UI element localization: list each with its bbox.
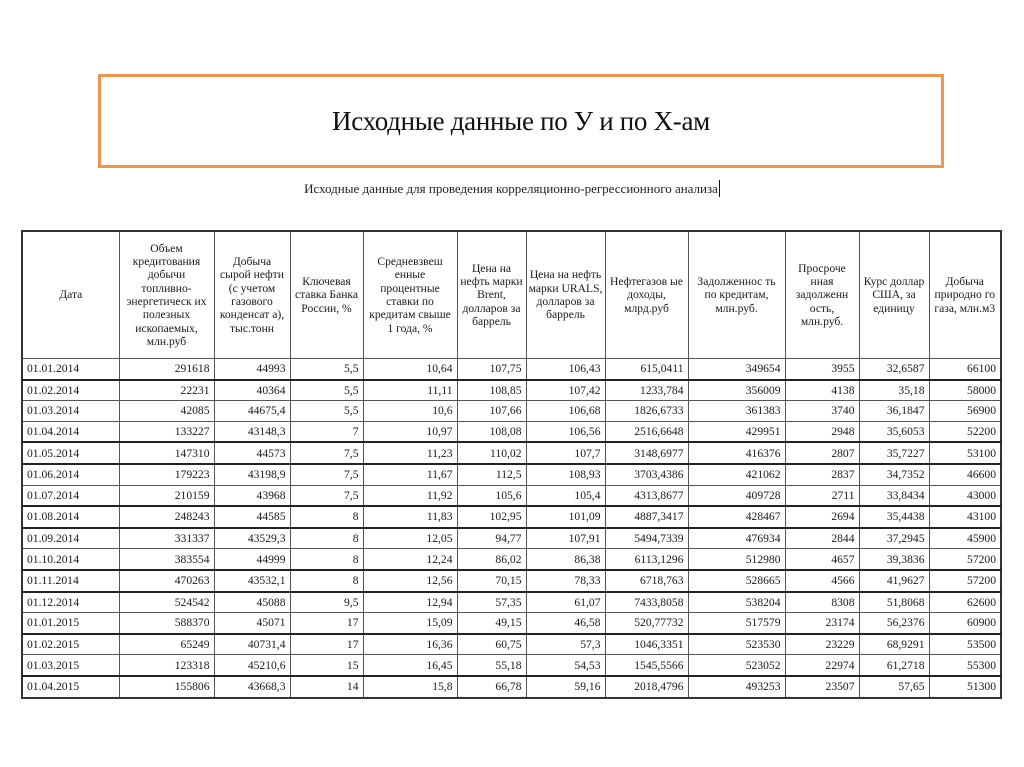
header-avg-interest-rate: Средневзвеш енные процентные ставки по кредитам свыше 1 года, % (363, 231, 457, 359)
header-key-rate: Ключевая ставка Банка России, % (290, 231, 363, 359)
value-cell: 12,05 (363, 528, 457, 549)
value-cell: 11,92 (363, 485, 457, 506)
value-cell: 107,42 (526, 380, 605, 401)
value-cell: 22974 (785, 655, 859, 676)
value-cell: 155806 (119, 676, 214, 698)
value-cell: 16,45 (363, 655, 457, 676)
table-row (22, 485, 1001, 506)
value-cell: 112,5 (457, 464, 526, 485)
value-cell: 53500 (929, 634, 1001, 655)
table-body (22, 359, 1001, 698)
value-cell: 17 (290, 634, 363, 655)
value-cell: 40731,4 (214, 634, 290, 655)
date-cell: 01.08.2014 (22, 506, 119, 528)
value-cell: 23507 (785, 676, 859, 698)
value-cell: 16,36 (363, 634, 457, 655)
value-cell: 107,7 (526, 442, 605, 464)
value-cell: 10,97 (363, 421, 457, 442)
value-cell: 49,15 (457, 613, 526, 634)
header-usd-rate: Курс доллар США, за единицу (859, 231, 929, 359)
date-cell: 01.02.2015 (22, 634, 119, 655)
value-cell: 52200 (929, 421, 1001, 442)
value-cell: 17 (290, 613, 363, 634)
value-cell: 10,64 (363, 359, 457, 380)
value-cell: 35,6053 (859, 421, 929, 442)
value-cell: 3740 (785, 401, 859, 422)
value-cell: 5494,7339 (605, 528, 688, 549)
value-cell: 4313,8677 (605, 485, 688, 506)
value-cell: 57,65 (859, 676, 929, 698)
value-cell: 11,67 (363, 464, 457, 485)
value-cell: 66100 (929, 359, 1001, 380)
table-row (22, 592, 1001, 613)
value-cell: 106,56 (526, 421, 605, 442)
value-cell: 44675,4 (214, 401, 290, 422)
value-cell: 8 (290, 506, 363, 528)
value-cell: 588370 (119, 613, 214, 634)
value-cell: 110,02 (457, 442, 526, 464)
value-cell: 57200 (929, 549, 1001, 570)
value-cell: 2807 (785, 442, 859, 464)
value-cell: 7,5 (290, 442, 363, 464)
header-overdue-debt: Просроче нная задолженн ость, млн.руб. (785, 231, 859, 359)
value-cell: 43529,3 (214, 528, 290, 549)
value-cell: 349654 (688, 359, 785, 380)
table-row (22, 442, 1001, 464)
table-caption-text: Исходные данные для проведения корреляционно-регрессионного анализа (304, 181, 718, 196)
value-cell: 42085 (119, 401, 214, 422)
value-cell: 54,53 (526, 655, 605, 676)
date-cell: 01.12.2014 (22, 592, 119, 613)
value-cell: 101,09 (526, 506, 605, 528)
value-cell: 107,66 (457, 401, 526, 422)
value-cell: 86,38 (526, 549, 605, 570)
table-row (22, 380, 1001, 401)
value-cell: 7 (290, 421, 363, 442)
value-cell: 476934 (688, 528, 785, 549)
value-cell: 428467 (688, 506, 785, 528)
value-cell: 36,1847 (859, 401, 929, 422)
slide-title: Исходные данные по У и по Х-ам (332, 105, 710, 136)
value-cell: 34,7352 (859, 464, 929, 485)
value-cell: 107,75 (457, 359, 526, 380)
value-cell: 133227 (119, 421, 214, 442)
value-cell: 35,7227 (859, 442, 929, 464)
table-row (22, 570, 1001, 592)
value-cell: 210159 (119, 485, 214, 506)
header-loan-debt: Задолженнос ть по кредитам, млн.руб. (688, 231, 785, 359)
table-row (22, 613, 1001, 634)
date-cell: 01.01.2015 (22, 613, 119, 634)
value-cell: 45900 (929, 528, 1001, 549)
value-cell: 5,5 (290, 380, 363, 401)
value-cell: 55300 (929, 655, 1001, 676)
value-cell: 59,16 (526, 676, 605, 698)
value-cell: 56900 (929, 401, 1001, 422)
value-cell: 2844 (785, 528, 859, 549)
value-cell: 331337 (119, 528, 214, 549)
value-cell: 44585 (214, 506, 290, 528)
value-cell: 12,24 (363, 549, 457, 570)
value-cell: 32,6587 (859, 359, 929, 380)
value-cell: 78,33 (526, 570, 605, 592)
value-cell: 68,9291 (859, 634, 929, 655)
table-row (22, 464, 1001, 485)
value-cell: 46,58 (526, 613, 605, 634)
header-urals-price: Цена на нефть марки URALS, долларов за баррель (526, 231, 605, 359)
value-cell: 51300 (929, 676, 1001, 698)
value-cell: 2018,4796 (605, 676, 688, 698)
value-cell: 23174 (785, 613, 859, 634)
value-cell: 106,43 (526, 359, 605, 380)
value-cell: 7,5 (290, 485, 363, 506)
value-cell: 61,2718 (859, 655, 929, 676)
date-cell: 01.01.2014 (22, 359, 119, 380)
value-cell: 106,68 (526, 401, 605, 422)
value-cell: 10,6 (363, 401, 457, 422)
value-cell: 3703,4386 (605, 464, 688, 485)
value-cell: 12,94 (363, 592, 457, 613)
value-cell: 46600 (929, 464, 1001, 485)
value-cell: 12,56 (363, 570, 457, 592)
table-row (22, 549, 1001, 570)
value-cell: 470263 (119, 570, 214, 592)
value-cell: 23229 (785, 634, 859, 655)
value-cell: 1545,5566 (605, 655, 688, 676)
value-cell: 44993 (214, 359, 290, 380)
value-cell: 43100 (929, 506, 1001, 528)
value-cell: 3148,6977 (605, 442, 688, 464)
value-cell: 43148,3 (214, 421, 290, 442)
date-cell: 01.03.2014 (22, 401, 119, 422)
value-cell: 5,5 (290, 401, 363, 422)
value-cell: 538204 (688, 592, 785, 613)
value-cell: 108,85 (457, 380, 526, 401)
value-cell: 6113,1296 (605, 549, 688, 570)
header-oil-production: Добыча сырой нефти (с учетом газового конденсат а), тыс.тонн (214, 231, 290, 359)
date-cell: 01.10.2014 (22, 549, 119, 570)
value-cell: 60900 (929, 613, 1001, 634)
value-cell: 1046,3351 (605, 634, 688, 655)
value-cell: 108,08 (457, 421, 526, 442)
value-cell: 2711 (785, 485, 859, 506)
value-cell: 44999 (214, 549, 290, 570)
value-cell: 56,2376 (859, 613, 929, 634)
value-cell: 11,83 (363, 506, 457, 528)
value-cell: 43668,3 (214, 676, 290, 698)
value-cell: 86,02 (457, 549, 526, 570)
table-row (22, 506, 1001, 528)
value-cell: 248243 (119, 506, 214, 528)
table-row (22, 528, 1001, 549)
value-cell: 4657 (785, 549, 859, 570)
header-gas-production: Добыча природно го газа, млн.м3 (929, 231, 1001, 359)
value-cell: 8 (290, 549, 363, 570)
value-cell: 2694 (785, 506, 859, 528)
value-cell: 3955 (785, 359, 859, 380)
value-cell: 9,5 (290, 592, 363, 613)
value-cell: 39,3836 (859, 549, 929, 570)
value-cell: 57,35 (457, 592, 526, 613)
table-row (22, 421, 1001, 442)
header-brent-price: Цена на нефть марки Brent, долларов за баррель (457, 231, 526, 359)
value-cell: 147310 (119, 442, 214, 464)
value-cell: 517579 (688, 613, 785, 634)
value-cell: 512980 (688, 549, 785, 570)
value-cell: 45071 (214, 613, 290, 634)
value-cell: 2837 (785, 464, 859, 485)
value-cell: 523052 (688, 655, 785, 676)
value-cell: 44573 (214, 442, 290, 464)
value-cell: 421062 (688, 464, 785, 485)
value-cell: 7433,8058 (605, 592, 688, 613)
value-cell: 43968 (214, 485, 290, 506)
value-cell: 6718,763 (605, 570, 688, 592)
slide-title-box (98, 74, 944, 168)
value-cell: 94,77 (457, 528, 526, 549)
table-header-row (22, 231, 1001, 359)
value-cell: 35,18 (859, 380, 929, 401)
source-data-table (21, 230, 1002, 699)
value-cell: 8 (290, 528, 363, 549)
value-cell: 4566 (785, 570, 859, 592)
value-cell: 15,09 (363, 613, 457, 634)
value-cell: 53100 (929, 442, 1001, 464)
value-cell: 15 (290, 655, 363, 676)
text-cursor (719, 180, 720, 197)
value-cell: 8 (290, 570, 363, 592)
value-cell: 2516,6648 (605, 421, 688, 442)
date-cell: 01.04.2015 (22, 676, 119, 698)
value-cell: 105,6 (457, 485, 526, 506)
value-cell: 615,0411 (605, 359, 688, 380)
table-caption (0, 180, 1024, 197)
value-cell: 123318 (119, 655, 214, 676)
date-cell: 01.09.2014 (22, 528, 119, 549)
value-cell: 524542 (119, 592, 214, 613)
value-cell: 383554 (119, 549, 214, 570)
value-cell: 179223 (119, 464, 214, 485)
value-cell: 41,9627 (859, 570, 929, 592)
value-cell: 65249 (119, 634, 214, 655)
value-cell: 361383 (688, 401, 785, 422)
value-cell: 8308 (785, 592, 859, 613)
value-cell: 45088 (214, 592, 290, 613)
value-cell: 45210,6 (214, 655, 290, 676)
table-row (22, 634, 1001, 655)
value-cell: 57200 (929, 570, 1001, 592)
header-credit-volume: Объем кредитования добычи топливно-энергетическ их полезных ископаемых, млн.руб (119, 231, 214, 359)
value-cell: 2948 (785, 421, 859, 442)
value-cell: 33,8434 (859, 485, 929, 506)
table-row (22, 655, 1001, 676)
value-cell: 4887,3417 (605, 506, 688, 528)
value-cell: 15,8 (363, 676, 457, 698)
value-cell: 102,95 (457, 506, 526, 528)
value-cell: 60,75 (457, 634, 526, 655)
value-cell: 70,15 (457, 570, 526, 592)
value-cell: 43198,9 (214, 464, 290, 485)
value-cell: 58000 (929, 380, 1001, 401)
table-row (22, 676, 1001, 698)
value-cell: 5,5 (290, 359, 363, 380)
value-cell: 7,5 (290, 464, 363, 485)
value-cell: 22231 (119, 380, 214, 401)
value-cell: 14 (290, 676, 363, 698)
value-cell: 523530 (688, 634, 785, 655)
header-date: Дата (22, 231, 119, 359)
value-cell: 11,11 (363, 380, 457, 401)
value-cell: 1826,6733 (605, 401, 688, 422)
value-cell: 429951 (688, 421, 785, 442)
value-cell: 493253 (688, 676, 785, 698)
value-cell: 66,78 (457, 676, 526, 698)
value-cell: 108,93 (526, 464, 605, 485)
date-cell: 01.03.2015 (22, 655, 119, 676)
date-cell: 01.02.2014 (22, 380, 119, 401)
value-cell: 57,3 (526, 634, 605, 655)
value-cell: 528665 (688, 570, 785, 592)
date-cell: 01.07.2014 (22, 485, 119, 506)
value-cell: 11,23 (363, 442, 457, 464)
value-cell: 409728 (688, 485, 785, 506)
table-row (22, 401, 1001, 422)
date-cell: 01.11.2014 (22, 570, 119, 592)
value-cell: 4138 (785, 380, 859, 401)
date-cell: 01.04.2014 (22, 421, 119, 442)
value-cell: 520,77732 (605, 613, 688, 634)
date-cell: 01.05.2014 (22, 442, 119, 464)
date-cell: 01.06.2014 (22, 464, 119, 485)
value-cell: 43532,1 (214, 570, 290, 592)
header-oil-gas-revenue: Нефтегазов ые доходы, млрд.руб (605, 231, 688, 359)
value-cell: 356009 (688, 380, 785, 401)
value-cell: 43000 (929, 485, 1001, 506)
value-cell: 37,2945 (859, 528, 929, 549)
value-cell: 62600 (929, 592, 1001, 613)
value-cell: 1233,784 (605, 380, 688, 401)
value-cell: 416376 (688, 442, 785, 464)
value-cell: 107,91 (526, 528, 605, 549)
table-row (22, 359, 1001, 380)
value-cell: 40364 (214, 380, 290, 401)
value-cell: 35,4438 (859, 506, 929, 528)
value-cell: 61,07 (526, 592, 605, 613)
value-cell: 105,4 (526, 485, 605, 506)
value-cell: 55,18 (457, 655, 526, 676)
value-cell: 291618 (119, 359, 214, 380)
value-cell: 51,8068 (859, 592, 929, 613)
